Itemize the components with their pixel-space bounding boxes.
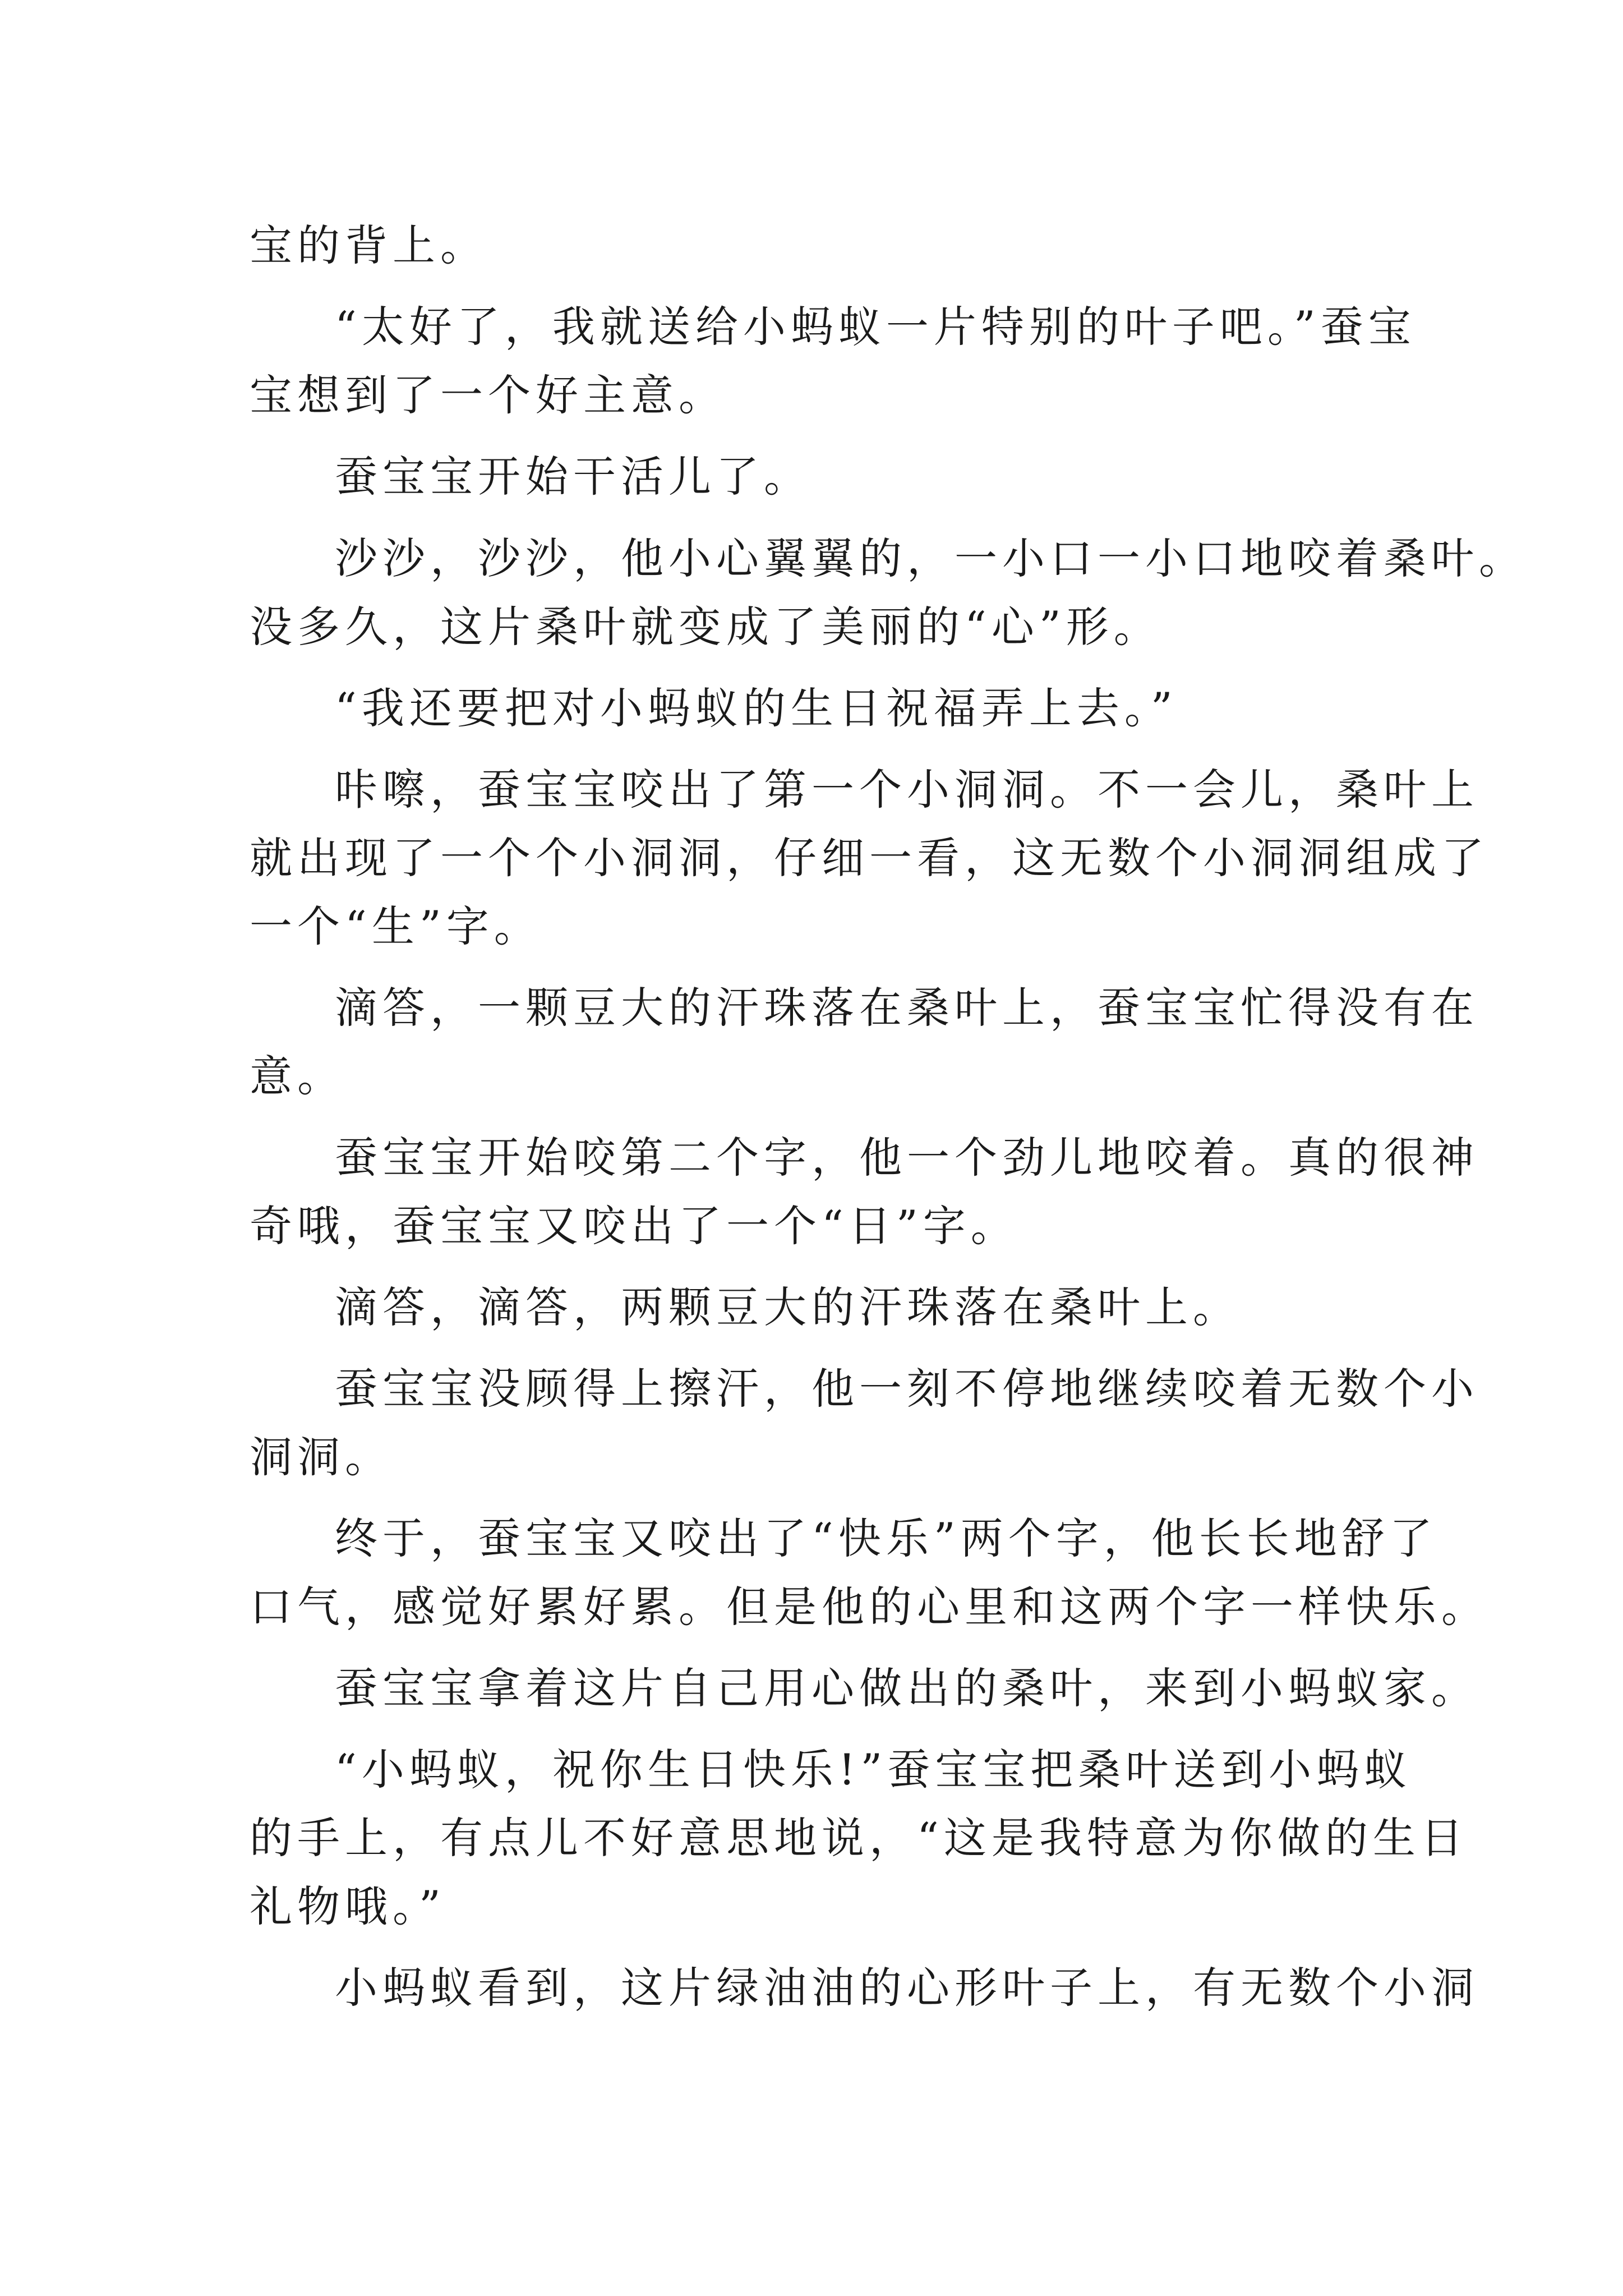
- text-line: 洞洞。: [250, 1432, 393, 1482]
- text-line: 小蚂蚁看到，这片绿油油的心形叶子上，有无数个小洞: [335, 1963, 1479, 2013]
- text-line: 终于，蚕宝宝又咬出了“快乐”两个字，他长长地舒了: [335, 1513, 1437, 1563]
- text-line: 蚕宝宝没顾得上擦汗，他一刻不停地继续咬着无数个小: [335, 1364, 1479, 1414]
- text-line: 奇哦，蚕宝宝又咬出了一个“日”字。: [250, 1201, 1018, 1251]
- text-line: “太好了，我就送给小蚂蚁一片特别的叶子吧。”蚕宝: [335, 302, 1416, 352]
- text-line: 意。: [250, 1051, 345, 1101]
- text-line: 口气，感觉好累好累。但是他的心里和这两个字一样快乐。: [250, 1582, 1489, 1632]
- text-line: 没多久，这片桑叶就变成了美丽的“心”形。: [250, 602, 1161, 652]
- text-line: 沙沙，沙沙，他小心翼翼的，一小口一小口地咬着桑叶。: [335, 533, 1527, 583]
- text-line: 一个“生”字。: [250, 901, 542, 951]
- text-line: “我还要把对小蚂蚁的生日祝福弄上去。”: [335, 683, 1178, 733]
- text-line: 宝想到了一个好主意。: [250, 370, 726, 420]
- text-line: 的手上，有点儿不好意思地说，“这是我特意为你做的生日: [250, 1813, 1468, 1863]
- text-line: “小蚂蚁，祝你生日快乐!”蚕宝宝把桑叶送到小蚂蚁: [335, 1745, 1412, 1795]
- text-line: 滴答，一颗豆大的汗珠落在桑叶上，蚕宝宝忙得没有在: [335, 983, 1479, 1033]
- text-line: 蚕宝宝开始干活儿了。: [335, 452, 811, 501]
- text-line: 咔嚓，蚕宝宝咬出了第一个小洞洞。不一会儿，桑叶上: [335, 765, 1479, 815]
- text-line: 滴答，滴答，两颗豆大的汗珠落在桑叶上。: [335, 1282, 1241, 1332]
- text-line: 蚕宝宝拿着这片自己用心做出的桑叶，来到小蚂蚁家。: [335, 1663, 1479, 1713]
- text-line: 就出现了一个个小洞洞，仔细一看，这无数个小洞洞组成了: [250, 833, 1489, 883]
- text-line: 礼物哦。”: [250, 1881, 446, 1931]
- text-line: 蚕宝宝开始咬第二个字，他一个劲儿地咬着。真的很神: [335, 1133, 1479, 1182]
- text-line: 宝的背上。: [250, 220, 488, 270]
